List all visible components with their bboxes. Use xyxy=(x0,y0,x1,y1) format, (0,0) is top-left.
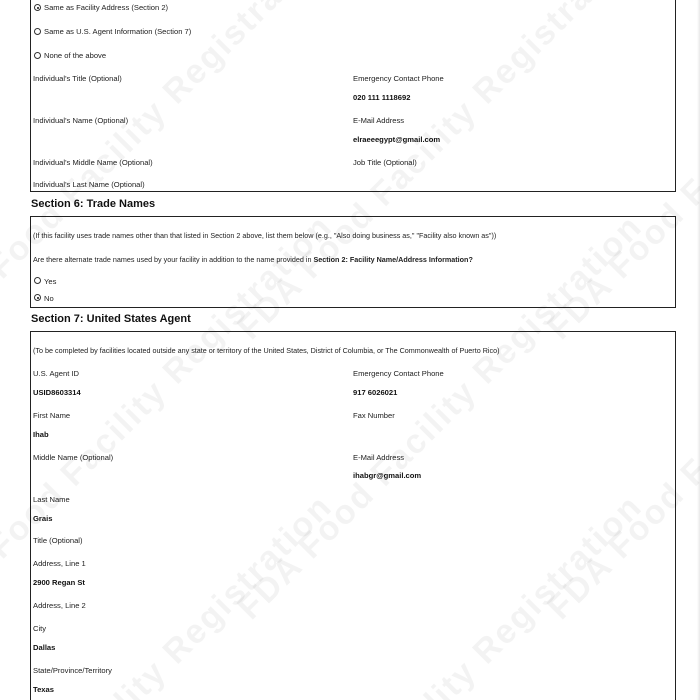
section6-question-text: Are there alternate trade names used by your facility in addition to the name provided in xyxy=(33,255,314,264)
section7-instruction: (To be completed by facilities located outside any state or territory of the United States, District of Columbia, or The Commonwealth of Puerto Rico) xyxy=(33,346,500,355)
radio-none-label: None of the above xyxy=(44,51,107,60)
city-value: Dallas xyxy=(33,643,56,652)
address1-label: Address, Line 1 xyxy=(33,559,86,568)
job-title-label: Job Title (Optional) xyxy=(353,158,417,167)
address2-label: Address, Line 2 xyxy=(33,601,86,610)
radio-same-agent-label: Same as U.S. Agent Information (Section 7) xyxy=(44,27,192,36)
section6-question xyxy=(33,255,473,264)
radio-none[interactable] xyxy=(34,52,41,59)
city-label: City xyxy=(33,624,47,633)
radio-yes[interactable] xyxy=(34,277,41,284)
section6-title: Section 6: Trade Names xyxy=(31,198,156,210)
individual-last-name-label: Individual's Last Name (Optional) xyxy=(33,180,145,189)
first-name-value: Ihab xyxy=(33,430,49,439)
radio-no[interactable] xyxy=(34,294,41,301)
agent-emergency-phone-label: Emergency Contact Phone xyxy=(353,369,444,378)
agent-id-value: USID8603314 xyxy=(33,388,81,397)
individual-title-label: Individual's Title (Optional) xyxy=(33,74,122,83)
section6-instruction: (If this facility uses trade names other than that listed in Section 2 above, list them below (e.g., "Also doing business as," "Facility also known as")) xyxy=(33,231,497,240)
individual-name-label: Individual's Name (Optional) xyxy=(33,116,129,125)
agent-emergency-phone-value: 917 6026021 xyxy=(353,388,398,397)
email-value: elraeeegypt@gmail.com xyxy=(353,135,441,144)
last-name-value: Grais xyxy=(33,514,53,523)
radio-same-facility[interactable] xyxy=(34,4,41,11)
radio-no-label: No xyxy=(44,294,54,303)
address1-value: 2900 Regan St xyxy=(33,578,85,587)
emergency-phone-value: 020 111 1118692 xyxy=(353,93,411,102)
emergency-phone-label: Emergency Contact Phone xyxy=(353,74,444,83)
middle-name-label: Middle Name (Optional) xyxy=(33,453,114,462)
section6-question-bold: Section 2: Facility Name/Address Information? xyxy=(313,255,473,264)
state-label: State/Province/Territory xyxy=(33,666,112,675)
first-name-label: First Name xyxy=(33,411,71,420)
state-value: Texas xyxy=(33,685,54,694)
agent-email-label: E-Mail Address xyxy=(353,453,405,462)
section7-title: Section 7: United States Agent xyxy=(31,313,191,325)
radio-same-agent[interactable] xyxy=(34,28,41,35)
individual-middle-name-label: Individual's Middle Name (Optional) xyxy=(33,158,153,167)
last-name-label: Last Name xyxy=(33,495,70,504)
agent-id-label: U.S. Agent ID xyxy=(33,369,80,378)
title-label: Title (Optional) xyxy=(33,536,83,545)
radio-same-facility-label: Same as Facility Address (Section 2) xyxy=(44,3,169,12)
agent-email-value: ihabgr@gmail.com xyxy=(353,471,422,480)
email-label: E-Mail Address xyxy=(353,116,405,125)
radio-yes-label: Yes xyxy=(44,277,57,286)
fax-label: Fax Number xyxy=(353,411,395,420)
section7-box xyxy=(30,331,676,700)
